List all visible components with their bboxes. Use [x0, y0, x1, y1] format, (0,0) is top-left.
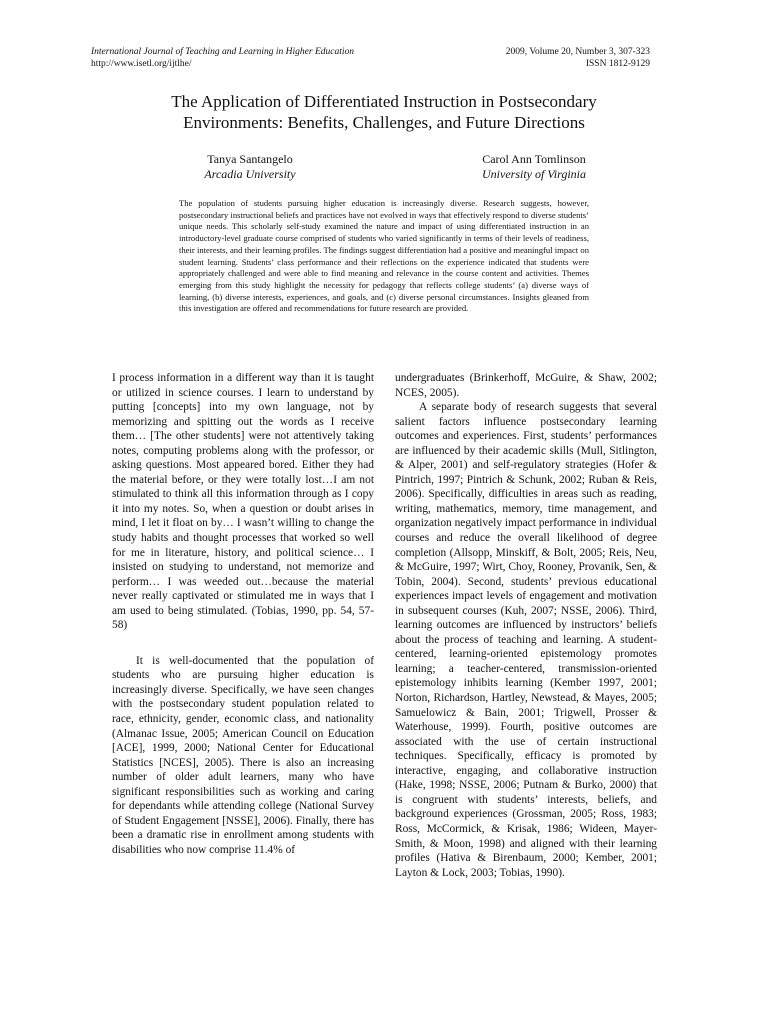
body-paragraph: A separate body of research suggests that several salient factors influence postsecondary learning outcomes and experiences. First, students’ performances are influenced by their academic skills (Mull, Sitlington, & Alper, 2001) and self-regulatory strategies (Hofer & Pintrich, 1997; Pintrich & Schunk, 2002; Ruban & Reis, 2006). Specifically, difficulties in areas such as reading, writing, mathematics, memory, time management, and organization negatively impact performance in individual courses and reduce the overall likelihood of degree completion (Allsopp, Minskiff, & Bolt, 2005; Reis, Neu, & McGuire, 1997; Wirt, Choy, Rooney, Provanik, Sen, & Tobin, 2004). Second, students’ previous educational experiences impact levels of engagement and motivation in subsequent courses (Kuh, 2007; NSSE, 2006). Third, learning outcomes are influenced by instructors’ beliefs about the process of teaching and learning. A student-centered, learning-oriented epistemology promotes learning; a teacher-centered, transmission-oriented epistemology inhibits learning (Kember 1997, 2001; Norton, Richardson, Hartley, Newstead, & Mayes, 2005; Samuelowicz & Bain, 2001; Trigwell, Prosser & Waterhouse, 1999). Fourth, positive outcomes are associated with the use of certain instructional techniques. Specifically, efficacy is promoted by interactive, engaging, and collaborative instruction (Hake, 1998; NSSE, 2006; Putnam & Burko, 2000) that is congruent with students’ interests, beliefs, and background experiences (Grossman, 2005; Ross, 1983; Ross, McCormick, & Krisak, 1986; Wideen, Mayer-Smith, & Moon, 1998) and aligned with their learning profiles (Hativa & Birenbaum, 2000; Kember, 2001; Layton & Lock, 2003; Tobias, 1990).	[395, 401, 658, 879]
paper-title	[90, 91, 678, 133]
body-column-right	[395, 371, 657, 880]
epigraph-quote: I process information in a different way than it is taught or utilized in science courses. I learn to understand by putting [concepts] into my own language, not by memorizing and spitting out the words as I receive them… [The other students] were not attentively taking notes, computing problems along with the professor, or asking questions. Most appeared bored. Either they had the material before, or they were totally lost…I am not stimulated to think all this information through as I copy it into my notes. So, when a question or doubt arises in mind, I let it float on by… I wasn’t willing to change the study habits and thought processes that worked so well for me in literature, history, and political science… I insisted on studying to understand, not memorize and perform… I was weeded out…because the material never really captivated or stimulated me in ways that I am used to being stimulated. (Tobias, 1990, pp. 54, 57-58)	[112, 372, 374, 632]
author-affiliation: University of Virginia	[482, 167, 586, 181]
body-column-left	[112, 371, 374, 858]
running-header-right	[506, 46, 650, 70]
body-paragraph: It is well-documented that the population of students who are pursuing higher education is increasingly diverse. Specifically, we have seen changes with the postsecondary student population related to race, ethnicity, gender, economic class, and nationality (Almanac Issue, 2005; American Council on Education [ACE], 1999, 2000; National Center for Educational Statistics [NCES], 2005). There is also an increasing number of older adult learners, many who have significant responsibilities such as working and caring for dependants while attending college (National Survey of Student Engagement [NSSE], 2006). Finally, there has been a dramatic rise in enrollment among students with disabilities who now comprise 11.4% of	[112, 654, 374, 856]
author-affiliation: Arcadia University	[204, 167, 296, 181]
title-line-1: The Application of Differentiated Instruction in Postsecondary	[171, 92, 597, 111]
citation-info: 2009, Volume 20, Number 3, 307-323	[505, 47, 650, 57]
author-name: Carol Ann Tomlinson	[482, 152, 586, 166]
author-block-2	[444, 152, 624, 182]
running-header-left	[91, 46, 354, 70]
journal-url: http://www.isetl.org/ijtlhe/	[91, 59, 192, 69]
author-name: Tanya Santangelo	[207, 152, 293, 166]
abstract: The population of students pursuing higher education is increasingly diverse. Research suggests, however, postsecondary instructional beliefs and practices have not evolved in ways that effectively respond to diverse students’ unique needs. This scholarly self-study examined the nature and impact of using differentiated instruction in an introductory-level graduate course comprised of students who varied significantly in terms of their levels of readiness, their interests, and their learning profiles. The findings suggest differentiation had a positive and meaningful impact on student learning. Students’ class performance and their reflections on the experience indicated that students were appropriately challenged and were able to find meaning and relevance in the course content and activities. Themes emerging from this study highlight the necessity for pedagogy that reflects college students’ (a) diverse ways of learning, (b) diverse interests, experiences, and goals, and (c) diverse personal circumstances. Insights gleaned from this investigation are offered and recommendations for future research are provided.	[179, 198, 589, 314]
title-line-2: Environments: Benefits, Challenges, and Future Directions	[183, 113, 585, 132]
author-block-1	[160, 152, 340, 182]
body-paragraph-continuation: undergraduates (Brinkerhoff, McGuire, & Shaw, 2002; NCES, 2005).	[395, 372, 657, 399]
issn: ISSN 1812-9129	[585, 59, 650, 69]
journal-name: International Journal of Teaching and Learning in Higher Education	[91, 47, 354, 57]
